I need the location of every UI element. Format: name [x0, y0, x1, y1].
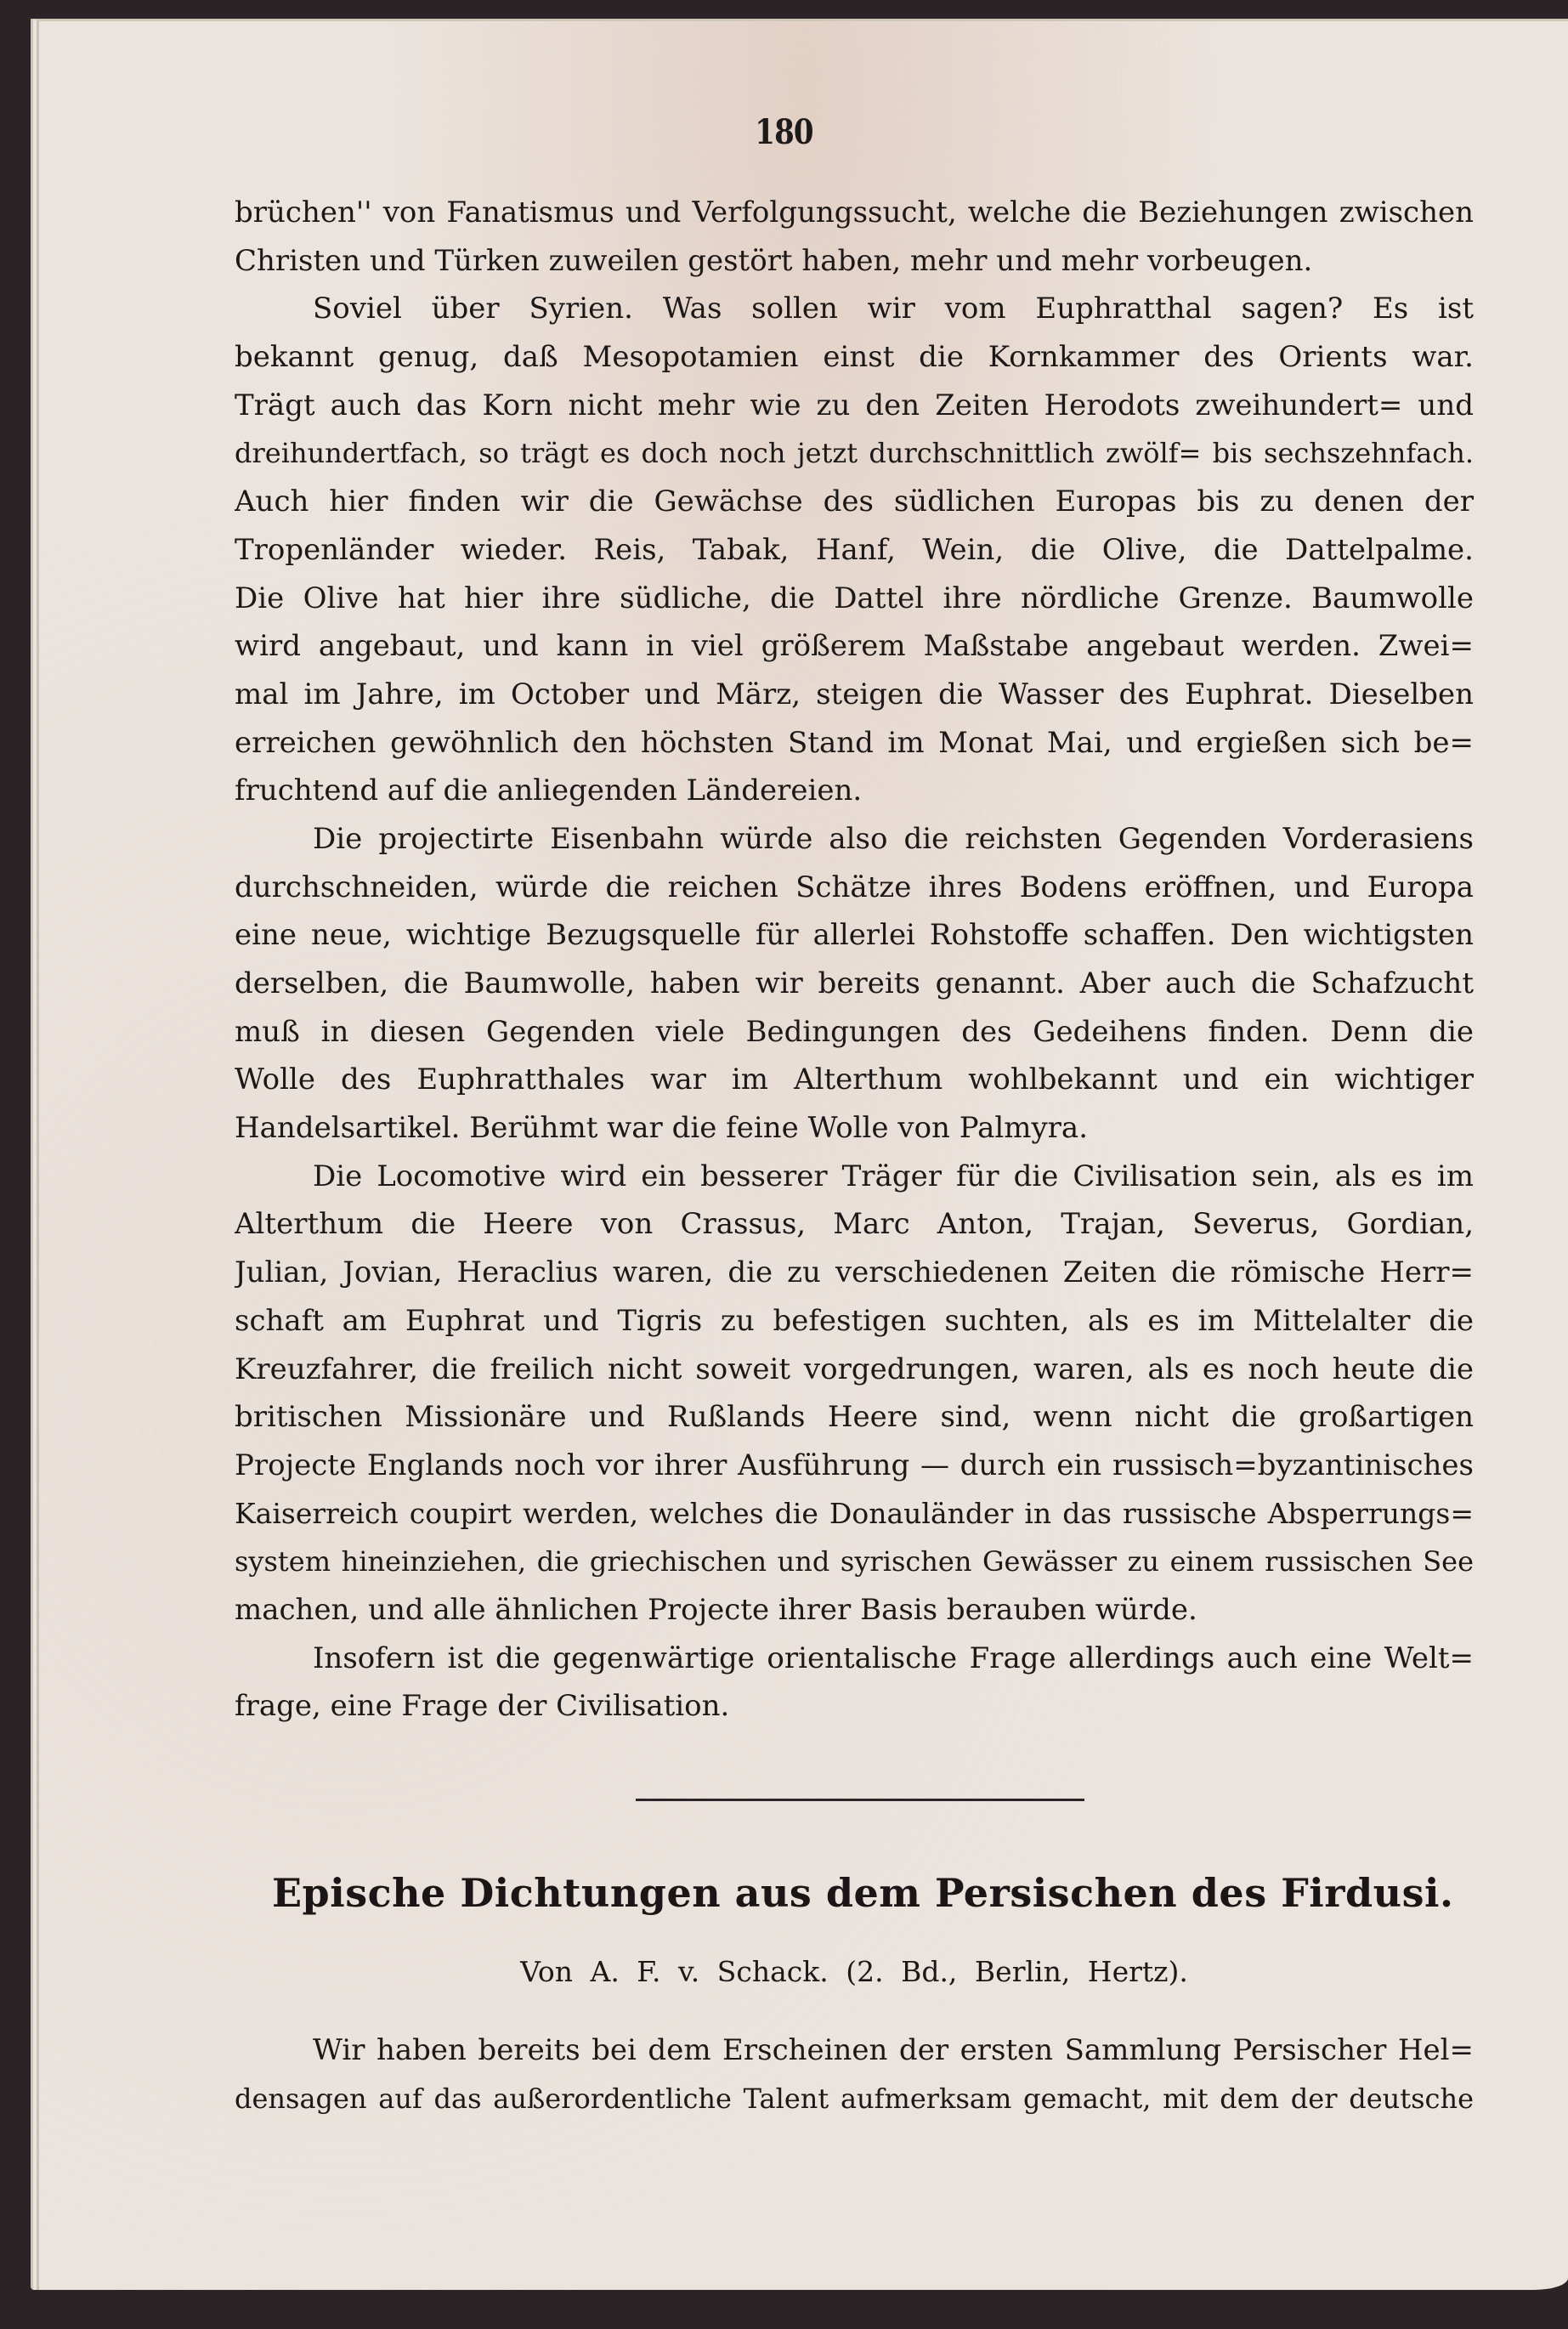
text-line: muß in diesen Gegenden viele Bedingungen des Gedeihens finden. Denn die: [235, 1014, 1474, 1049]
text-line: Julian, Jovian, Heraclius waren, die zu verschiedenen Zeiten die römische Herr=: [235, 1255, 1474, 1290]
text-line: Auch hier finden wir die Gewächse des südlichen Europas bis zu denen der: [235, 484, 1474, 519]
article-title: Epische Dichtungen aus dem Persischen des Firdusi.: [272, 1870, 1454, 1916]
text-line: brüchen'' von Fanatismus und Verfolgungssucht, welche die Beziehungen zwischen: [235, 196, 1474, 230]
text-line: densagen auf das außerordentliche Talent aufmerksam gemacht, mit dem der deutsche: [235, 2082, 1474, 2115]
text-line: erreichen gewöhnlich den höchsten Stand im Monat Mai, und ergießen sich be=: [235, 725, 1474, 760]
text-line: dreihundertfach, so trägt es doch noch jetzt durchschnittlich zwölf= bis sechszehnfach.: [235, 437, 1474, 470]
text-line: wird angebaut, und kann in viel größerem Maßstabe angebaut werden. Zwei=: [235, 629, 1474, 664]
text-line: Die Olive hat hier ihre südliche, die Dattel ihre nördliche Grenze. Baumwolle: [235, 581, 1474, 615]
text-line: Die projectirte Eisenbahn würde also die reichsten Gegenden Vorderasiens: [313, 821, 1474, 856]
text-line: system hineinziehen, die griechischen und syrischen Gewässer zu einem russischen See: [235, 1545, 1474, 1578]
text-line: Wir haben bereits bei dem Erscheinen der ersten Sammlung Persischer Hel=: [313, 2033, 1474, 2067]
article-body: [235, 189, 1474, 1731]
text-line: durchschneiden, würde die reichen Schätze ihres Bodens eröffnen, und Europa: [235, 870, 1474, 904]
text-line: Kaiserreich coupirt werden, welches die Donauländer in das russische Absperrungs=: [235, 1496, 1474, 1530]
text-line: schaft am Euphrat und Tigris zu befestigen suchten, als es im Mittelalter die: [235, 1303, 1474, 1338]
section-divider: [636, 1799, 1084, 1801]
text-line: Die Locomotive wird ein besserer Träger für die Civilisation sein, als es im: [313, 1159, 1474, 1193]
text-line: Projecte Englands noch vor ihrer Ausführung — durch ein russisch=byzantinisches: [235, 1448, 1474, 1482]
text-line: Soviel über Syrien. Was sollen wir vom Euphratthal sagen? Es ist: [313, 292, 1474, 326]
text-line: mal im Jahre, im October und März, steigen die Wasser des Euphrat. Dieselben: [235, 677, 1474, 711]
page-number: 180: [755, 112, 813, 152]
text-line: Trägt auch das Korn nicht mehr wie zu den Zeiten Herodots zweihundert= und: [235, 388, 1474, 422]
text-line: Handelsartikel. Berühmt war die feine Wolle von Palmyra.: [235, 1111, 1089, 1146]
text-line: Insofern ist die gegenwärtige orientalische Frage allerdings auch eine Welt=: [313, 1640, 1474, 1675]
text-line: eine neue, wichtige Bezugsquelle für allerlei Rohstoffe schaffen. Den wichtigsten: [235, 918, 1474, 953]
article-byline: Von A. F. v. Schack. (2. Bd., Berlin, Hertz).: [520, 1955, 1188, 1988]
text-line: britischen Missionäre und Rußlands Heere sind, wenn nicht die großartigen: [235, 1400, 1474, 1435]
text-line: Alterthum die Heere von Crassus, Marc Anton, Trajan, Severus, Gordian,: [235, 1207, 1474, 1242]
text-line: Christen und Türken zuweilen gestört haben, mehr und mehr vorbeugen.: [235, 243, 1313, 278]
text-line: fruchtend auf die anliegenden Ländereien.: [235, 774, 863, 808]
text-line: machen, und alle ähnlichen Projecte ihrer Basis berauben würde.: [235, 1592, 1197, 1627]
text-line: bekannt genug, daß Mesopotamien einst die Kornkammer des Orients war.: [235, 340, 1474, 375]
text-line: derselben, die Baumwolle, haben wir bereits genannt. Aber auch die Schafzucht: [235, 966, 1474, 1000]
text-line: Tropenländer wieder. Reis, Tabak, Hanf, Wein, die Olive, die Dattelpalme.: [235, 532, 1474, 567]
article-body-2: [235, 2026, 1474, 2122]
text-line: Kreuzfahrer, die freilich nicht soweit vorgedrungen, waren, als es noch heute die: [235, 1352, 1474, 1386]
text-line: Wolle des Euphratthales war im Alterthum wohlbekannt und ein wichtiger: [235, 1062, 1474, 1097]
text-line: frage, eine Frage der Civilisation.: [235, 1689, 730, 1724]
